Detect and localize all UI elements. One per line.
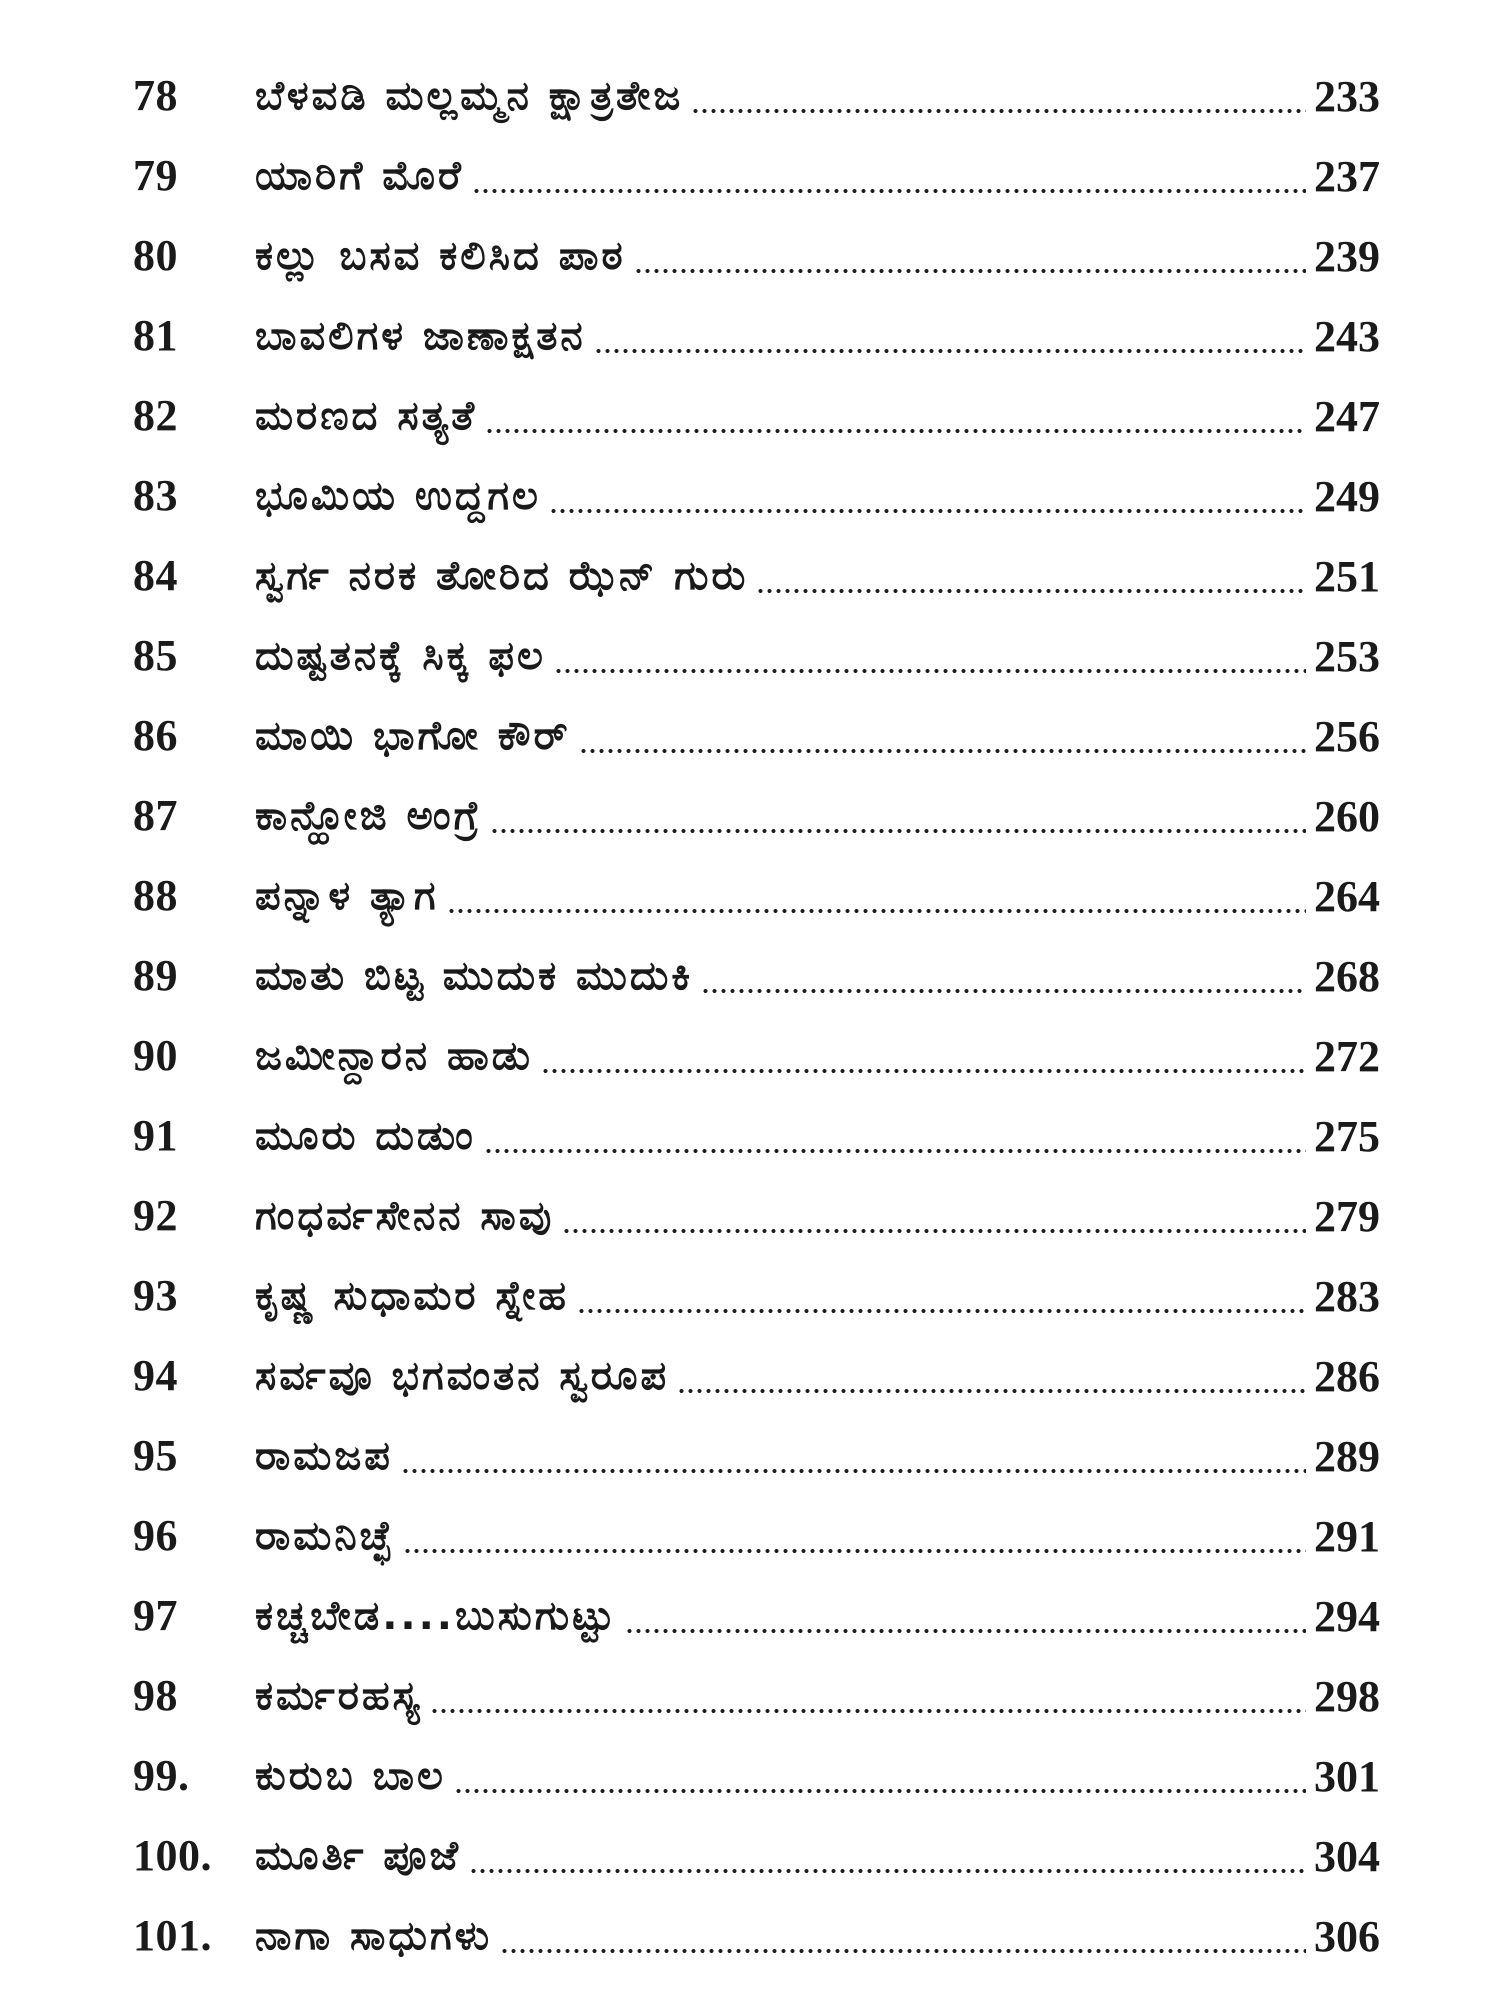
chapter-number: 85 — [133, 631, 178, 680]
dot-leader — [500, 1949, 1306, 1953]
chapter-title: ಕಲ್ಲು ಬಸವ ಕಲಿಸಿದ ಪಾಠ — [255, 233, 626, 279]
page-number: 298 — [1314, 1671, 1380, 1721]
chapter-number: 79 — [133, 151, 178, 200]
toc-row — [0, 1496, 1500, 1576]
toc-row — [0, 456, 1500, 536]
page-number: 243 — [1314, 311, 1380, 361]
toc-entry — [255, 1656, 1380, 1736]
page-number: 289 — [1314, 1431, 1380, 1481]
page-number: 294 — [1314, 1591, 1380, 1641]
toc-row — [0, 1656, 1500, 1736]
chapter-title: ಮೂರು ದುಡುಂ — [255, 1113, 476, 1159]
chapter-number: 93 — [133, 1271, 178, 1320]
page-number: 251 — [1314, 551, 1380, 601]
page-number: 306 — [1314, 1911, 1380, 1961]
page-number: 268 — [1314, 951, 1380, 1001]
page-number: 233 — [1314, 71, 1380, 121]
page-number: 283 — [1314, 1271, 1380, 1321]
chapter-number: 96 — [133, 1511, 178, 1560]
dot-leader — [472, 189, 1306, 193]
toc-row — [0, 856, 1500, 936]
chapter-title: ಪನ್ನಾಳ ತ್ಯಾಗ — [255, 873, 439, 919]
toc-row — [0, 616, 1500, 696]
page-number: 260 — [1314, 791, 1380, 841]
toc-row — [0, 1336, 1500, 1416]
page-number: 301 — [1314, 1751, 1380, 1801]
toc-row — [0, 536, 1500, 616]
toc-row — [0, 56, 1500, 136]
chapter-number: 83 — [133, 471, 178, 520]
chapter-number: 95 — [133, 1431, 178, 1480]
chapter-title: ಕಾನ್ಹೋಜಿ ಅಂಗ್ರೆ — [255, 793, 482, 839]
dot-leader — [485, 429, 1306, 433]
page-number: 286 — [1314, 1351, 1380, 1401]
chapter-title: ಮೂರ್ತಿ ಪೂಜೆ — [255, 1833, 461, 1879]
toc-entry — [255, 696, 1380, 776]
chapter-title: ನಾಗಾ ಸಾಧುಗಳು — [255, 1913, 493, 1959]
dot-leader — [579, 749, 1306, 753]
chapter-title: ಕುರುಬ ಬಾಲ — [255, 1753, 446, 1799]
chapter-number: 98 — [133, 1671, 178, 1720]
page-number: 256 — [1314, 711, 1380, 761]
toc-entry — [255, 1496, 1380, 1576]
chapter-title: ಸ್ವರ್ಗ ನರಕ ತೋರಿದ ಝೆನ್ ಗುರು — [255, 553, 749, 599]
toc-entry — [255, 936, 1380, 1016]
chapter-title: ಜಮೀನ್ದಾರನ ಹಾಡು — [255, 1033, 534, 1079]
chapter-title: ರಾಮನಿಚ್ಛೆ — [255, 1513, 395, 1559]
chapter-title: ಕರ್ಮರಹಸ್ಯ — [255, 1673, 423, 1719]
toc-entry — [255, 856, 1380, 936]
dot-leader — [756, 589, 1306, 593]
toc-row — [0, 296, 1500, 376]
toc-entry — [255, 1256, 1380, 1336]
dot-leader — [554, 669, 1306, 673]
dot-leader — [541, 1069, 1306, 1073]
page-number: 279 — [1314, 1191, 1380, 1241]
chapter-title: ಮಾಯಿ ಭಾಗೋ ಕೌರ್ — [255, 713, 571, 759]
toc-row — [0, 376, 1500, 456]
chapter-number: 101. — [133, 1911, 212, 1960]
page-number: 291 — [1314, 1511, 1380, 1561]
chapter-number: 87 — [133, 791, 178, 840]
chapter-title: ಬಾವಲಿಗಳ ಜಾಣಾಕ್ಷತನ — [255, 313, 586, 359]
chapter-title: ಕಚ್ಚಬೇಡ....ಬುಸುಗುಟ್ಟು — [255, 1593, 617, 1639]
chapter-number: 97 — [133, 1591, 178, 1640]
toc-entry — [255, 1096, 1380, 1176]
toc-row — [0, 1416, 1500, 1496]
dot-leader — [625, 1629, 1306, 1633]
chapter-number: 82 — [133, 391, 178, 440]
chapter-title: ಸರ್ವವೂ ಭಗವಂತನ ಸ್ವರೂಪ — [255, 1353, 670, 1399]
toc-row — [0, 1576, 1500, 1656]
chapter-title: ಬೆಳವಡಿ ಮಲ್ಲಮ್ಮನ ಕ್ಷಾತ್ರತೇಜ — [255, 73, 684, 119]
page-number: 275 — [1314, 1111, 1380, 1161]
dot-leader — [430, 1709, 1306, 1713]
toc-entry — [255, 1416, 1380, 1496]
toc-entry — [255, 1896, 1380, 1976]
toc-entry — [255, 1336, 1380, 1416]
chapter-title: ಕೃಷ್ಣ ಸುಧಾಮರ ಸ್ನೇಹ — [255, 1273, 569, 1319]
page-number: 237 — [1314, 151, 1380, 201]
toc-row — [0, 136, 1500, 216]
dot-leader — [691, 109, 1306, 113]
dot-leader — [447, 909, 1306, 913]
chapter-number: 100. — [133, 1831, 212, 1880]
toc-entry — [255, 296, 1380, 376]
dot-leader — [677, 1389, 1306, 1393]
chapter-title: ಭೂಮಿಯ ಉದ್ದಗಲ — [255, 473, 541, 519]
toc-entry — [255, 136, 1380, 216]
toc-entry — [255, 56, 1380, 136]
dot-leader — [594, 349, 1306, 353]
toc-entry — [255, 216, 1380, 296]
dot-leader — [403, 1549, 1306, 1553]
chapter-number: 84 — [133, 551, 178, 600]
chapter-number: 78 — [133, 71, 178, 120]
toc-entry — [255, 376, 1380, 456]
page-number: 239 — [1314, 231, 1380, 281]
chapter-number: 81 — [133, 311, 178, 360]
chapter-number: 91 — [133, 1111, 178, 1160]
page-number: 304 — [1314, 1831, 1380, 1881]
dot-leader — [701, 989, 1306, 993]
toc-entry — [255, 1576, 1380, 1656]
toc-row — [0, 1816, 1500, 1896]
page-number: 264 — [1314, 871, 1380, 921]
chapter-title: ಗಂಧರ್ವಸೇನನ ಸಾವು — [255, 1193, 555, 1239]
page-number: 249 — [1314, 471, 1380, 521]
page-number: 253 — [1314, 631, 1380, 681]
dot-leader — [454, 1789, 1306, 1793]
dot-leader — [577, 1309, 1306, 1313]
toc-row — [0, 1896, 1500, 1976]
chapter-title: ಮರಣದ ಸತ್ಯತೆ — [255, 393, 478, 439]
toc-entry — [255, 456, 1380, 536]
toc-row — [0, 936, 1500, 1016]
chapter-number: 99. — [133, 1751, 190, 1800]
chapter-title: ಯಾರಿಗೆ ಮೊರೆ — [255, 153, 464, 199]
toc-row — [0, 1736, 1500, 1816]
toc-entry — [255, 1816, 1380, 1896]
dot-leader — [634, 269, 1306, 273]
toc-entry — [255, 1736, 1380, 1816]
dot-leader — [469, 1869, 1306, 1873]
chapter-number: 88 — [133, 871, 178, 920]
chapter-title: ಮಾತು ಬಿಟ್ಟ ಮುದುಕ ಮುದುಕಿ — [255, 953, 694, 999]
dot-leader — [401, 1469, 1306, 1473]
toc-entry — [255, 1016, 1380, 1096]
chapter-number: 94 — [133, 1351, 178, 1400]
dot-leader — [490, 829, 1306, 833]
dot-leader — [562, 1229, 1306, 1233]
page-number: 247 — [1314, 391, 1380, 441]
chapter-number: 92 — [133, 1191, 178, 1240]
chapter-number: 90 — [133, 1031, 178, 1080]
toc-entry — [255, 776, 1380, 856]
dot-leader — [484, 1149, 1306, 1153]
chapter-number: 86 — [133, 711, 178, 760]
toc-row — [0, 1016, 1500, 1096]
toc-row — [0, 696, 1500, 776]
dot-leader — [549, 509, 1306, 513]
toc-row — [0, 1096, 1500, 1176]
toc-entry — [255, 1176, 1380, 1256]
toc-row — [0, 776, 1500, 856]
toc-row — [0, 216, 1500, 296]
page-number: 272 — [1314, 1031, 1380, 1081]
toc-row — [0, 1176, 1500, 1256]
toc-entry — [255, 536, 1380, 616]
toc-entry — [255, 616, 1380, 696]
chapter-number: 89 — [133, 951, 178, 1000]
chapter-title: ರಾಮಜಪ — [255, 1433, 393, 1479]
chapter-title: ದುಷ್ಟತನಕ್ಕೆ ಸಿಕ್ಕ ಫಲ — [255, 633, 546, 679]
chapter-number: 80 — [133, 231, 178, 280]
toc-row — [0, 1256, 1500, 1336]
